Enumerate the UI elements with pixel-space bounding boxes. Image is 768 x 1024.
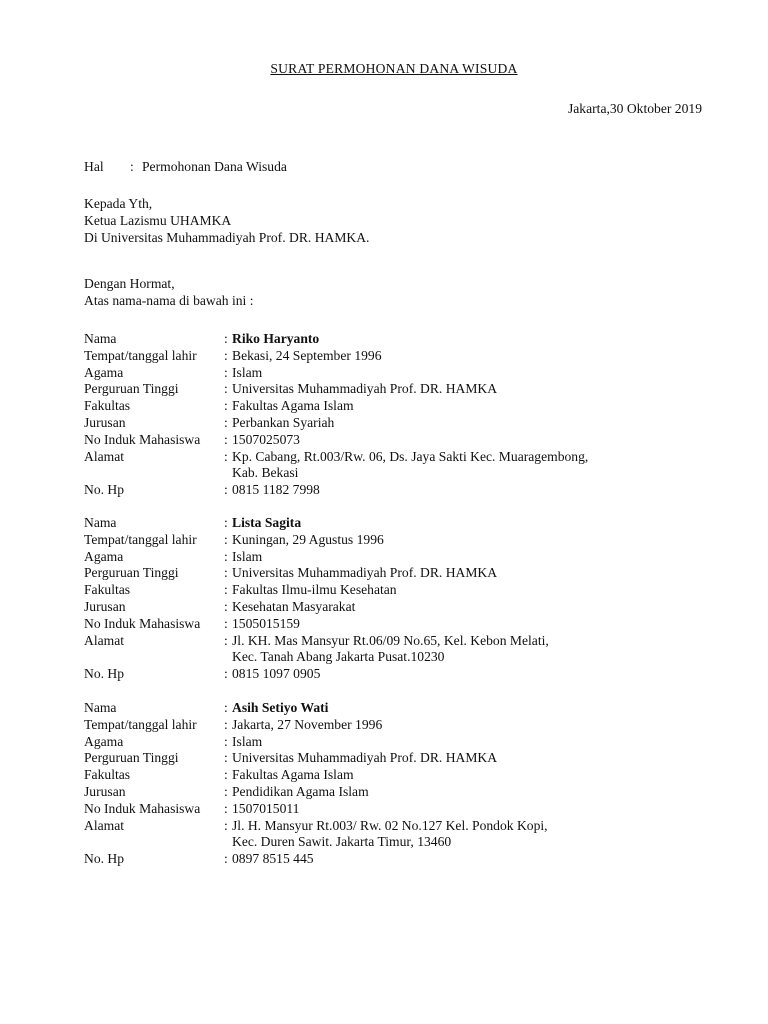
field-ttl (84, 532, 704, 549)
field-value: Jakarta, 27 November 1996 (232, 716, 383, 732)
field-label: Jurusan (84, 414, 126, 430)
field-colon: : (224, 364, 228, 380)
field-pt (84, 565, 704, 582)
field-colon: : (224, 615, 228, 631)
field-value: Perbankan Syariah (232, 414, 335, 430)
field-hp (84, 482, 704, 499)
field-label: Agama (84, 548, 124, 564)
field-value: 0815 1182 7998 (232, 482, 320, 498)
address-line: Kec. Duren Sawit. Jakarta Timur, 13460 (232, 834, 452, 850)
letter-title: SURAT PERMOHONAN DANA WISUDA (270, 61, 518, 76)
field-colon: : (224, 800, 228, 816)
field-label: Alamat (84, 632, 125, 648)
field-label: Jurusan (84, 598, 126, 614)
field-colon: : (224, 548, 228, 564)
field-label: Perguruan Tinggi (84, 565, 179, 581)
recipient-line: Ketua Lazismu UHAMKA (84, 212, 232, 228)
address-value (232, 449, 704, 483)
field-alamat (84, 633, 704, 667)
address-line: Kp. Cabang, Rt.003/Rw. 06, Ds. Jaya Sakti Kec. Muaragembong, (232, 448, 589, 464)
field-colon: : (224, 598, 228, 614)
field-value: Bekasi, 24 September 1996 (232, 347, 382, 363)
field-agama (84, 734, 704, 751)
address-line: Jl. KH. Mas Mansyur Rt.06/09 No.65, Kel. Kebon Melati, (232, 632, 549, 648)
field-value: Kesehatan Masyarakat (232, 598, 356, 614)
student-name: Riko Haryanto (232, 331, 320, 346)
greeting-line: Dengan Hormat, (84, 276, 175, 291)
address-value (232, 633, 704, 667)
field-value: Fakultas Agama Islam (232, 398, 354, 414)
greeting-block (84, 276, 254, 310)
subject-label: Hal (84, 159, 104, 174)
field-label: Agama (84, 733, 124, 749)
field-alamat (84, 449, 704, 483)
address-line: Jl. H. Mansyur Rt.003/ Rw. 02 No.127 Kel. Pondok Kopi, (232, 817, 548, 833)
field-colon: : (224, 851, 228, 867)
field-colon: : (224, 750, 228, 766)
address-value (232, 818, 704, 852)
field-value: 0897 8515 445 (232, 851, 314, 867)
subject-value: Permohonan Dana Wisuda (142, 159, 287, 174)
field-agama (84, 365, 704, 382)
field-label: Jurusan (84, 783, 126, 799)
field-label: No Induk Mahasiswa (84, 615, 201, 631)
field-agama (84, 549, 704, 566)
field-colon: : (224, 565, 228, 581)
field-colon: : (224, 632, 228, 648)
field-label: No Induk Mahasiswa (84, 431, 201, 447)
letter-date: Jakarta,30 Oktober 2019 (567, 101, 702, 116)
field-label: Nama (84, 515, 117, 530)
field-pt (84, 750, 704, 767)
field-colon: : (224, 700, 228, 715)
field-label: Fakultas (84, 398, 131, 414)
recipient-line: Kepada Yth, (84, 196, 153, 211)
field-value: 1507015011 (232, 800, 300, 816)
field-value: Islam (232, 733, 263, 749)
subject-line (84, 158, 287, 175)
student-entry (84, 515, 704, 683)
address-line: Kec. Tanah Abang Jakarta Pusat.10230 (232, 649, 445, 665)
field-colon: : (224, 666, 228, 682)
address-line: Kab. Bekasi (232, 465, 299, 481)
field-colon: : (224, 414, 228, 430)
field-alamat (84, 818, 704, 852)
field-colon: : (224, 767, 228, 783)
field-nim (84, 616, 704, 633)
field-nim (84, 432, 704, 449)
student-name: Asih Setiyo Wati (232, 700, 329, 715)
field-label: Alamat (84, 817, 125, 833)
field-label: No. Hp (84, 851, 125, 867)
field-ttl (84, 717, 704, 734)
field-value: 1505015159 (232, 615, 300, 631)
field-colon: : (224, 398, 228, 414)
recipient-line: Di Universitas Muhammadiyah Prof. DR. HAMKA. (84, 229, 370, 245)
greeting-line: Atas nama-nama di bawah ini : (84, 292, 254, 308)
field-colon: : (224, 482, 228, 498)
field-label: No Induk Mahasiswa (84, 800, 201, 816)
field-label: Tempat/tanggal lahir (84, 531, 197, 547)
field-hp (84, 851, 704, 868)
field-nim (84, 801, 704, 818)
subject-colon: : (130, 159, 134, 174)
field-value: Fakultas Agama Islam (232, 767, 354, 783)
field-colon: : (224, 347, 228, 363)
field-pt (84, 381, 704, 398)
field-nama (84, 331, 704, 348)
field-value: Pendidikan Agama Islam (232, 783, 369, 799)
field-colon: : (224, 448, 228, 464)
field-value: Kuningan, 29 Agustus 1996 (232, 531, 384, 547)
field-label: No. Hp (84, 482, 125, 498)
field-value: 0815 1097 0905 (232, 666, 321, 682)
field-colon: : (224, 515, 228, 530)
field-fakultas (84, 767, 704, 784)
field-value: Universitas Muhammadiyah Prof. DR. HAMKA (232, 565, 498, 581)
field-label: Nama (84, 331, 117, 346)
field-label: Tempat/tanggal lahir (84, 716, 197, 732)
field-value: Fakultas Ilmu-ilmu Kesehatan (232, 582, 397, 598)
field-value: Islam (232, 364, 263, 380)
field-colon: : (224, 733, 228, 749)
field-label: Perguruan Tinggi (84, 750, 179, 766)
field-fakultas (84, 398, 704, 415)
field-label: Perguruan Tinggi (84, 381, 179, 397)
field-colon: : (224, 531, 228, 547)
field-value: Universitas Muhammadiyah Prof. DR. HAMKA (232, 381, 498, 397)
field-label: Fakultas (84, 582, 131, 598)
field-colon: : (224, 331, 228, 346)
field-colon: : (224, 716, 228, 732)
field-value: 1507025073 (232, 431, 300, 447)
field-nama (84, 515, 704, 532)
field-colon: : (224, 381, 228, 397)
field-jurusan (84, 415, 704, 432)
field-label: Alamat (84, 448, 125, 464)
field-label: Tempat/tanggal lahir (84, 347, 197, 363)
field-nama (84, 700, 704, 717)
field-label: Nama (84, 700, 117, 715)
field-ttl (84, 348, 704, 365)
field-label: Agama (84, 364, 124, 380)
field-jurusan (84, 599, 704, 616)
field-colon: : (224, 431, 228, 447)
field-fakultas (84, 582, 704, 599)
field-colon: : (224, 582, 228, 598)
field-label: No. Hp (84, 666, 125, 682)
student-name: Lista Sagita (232, 515, 302, 530)
field-value: Universitas Muhammadiyah Prof. DR. HAMKA (232, 750, 498, 766)
field-colon: : (224, 817, 228, 833)
field-jurusan (84, 784, 704, 801)
student-entry (84, 700, 704, 868)
student-entry (84, 331, 704, 499)
field-hp (84, 666, 704, 683)
recipient-block (84, 196, 369, 246)
field-colon: : (224, 783, 228, 799)
field-value: Islam (232, 548, 263, 564)
field-label: Fakultas (84, 767, 131, 783)
